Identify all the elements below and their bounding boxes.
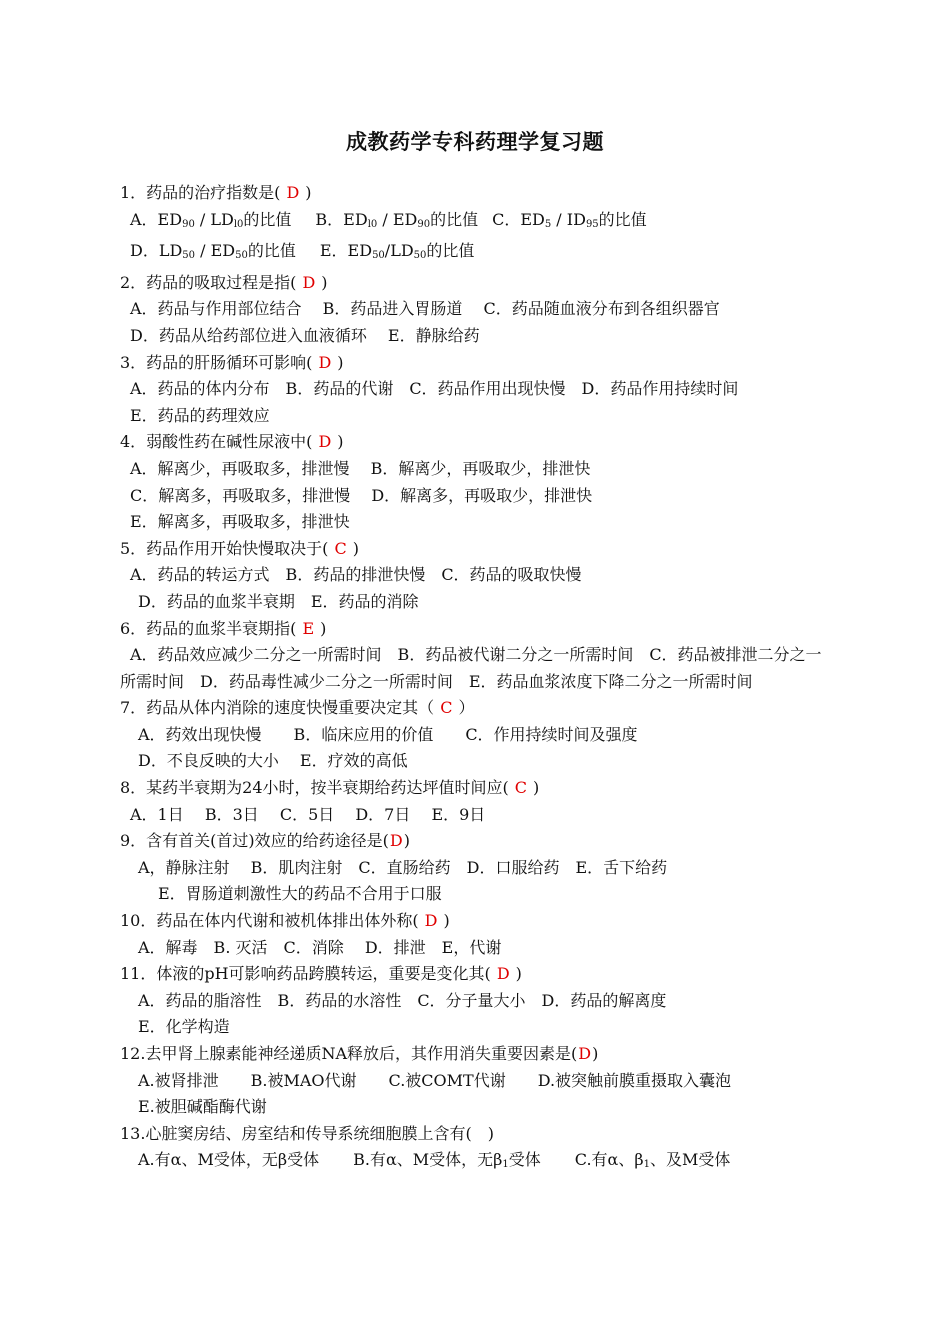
question-12-options-line-1: A.被肾排泄 B.被MAO代谢 C.被COMT代谢 D.被突触前膜重摄取入囊泡 bbox=[138, 1070, 732, 1090]
question-6-options: A．药品效应减少二分之一所需时间 B．药品被代谢二分之一所需时间 C．药品被排泄二分之一所需时间 D．药品毒性减少二分之一所需时间 E．药品血浆浓度下降二分之一所需时间 bbox=[120, 645, 822, 691]
question-5-options-line-2: D．药品的血浆半衰期 E．药品的消除 bbox=[138, 591, 419, 611]
question-10-options-line-1: A．解毒 B. 灭活 C．消除 D．排泄 E，代谢 bbox=[138, 937, 502, 957]
question-8-options-line-1: A．1日 B．3日 C．5日 D．7日 E．9日 bbox=[130, 804, 486, 824]
question-2-options-line-1: A．药品与作用部位结合 B．药品进入胃肠道 C．药品随血液分布到各组织器官 bbox=[130, 299, 720, 319]
answer-mark: D bbox=[318, 352, 332, 372]
answer-mark: D bbox=[286, 183, 300, 202]
answer-mark: D bbox=[496, 964, 510, 984]
question-9-stem: 9．含有首关(首过)效应的给药途径是(D) bbox=[120, 831, 410, 851]
answer-mark: C bbox=[514, 778, 528, 798]
answer-mark: E bbox=[302, 618, 315, 638]
question-1-options-line-1: A．$ED_{90} / LD_{l0}$的比值 B．$ED_{l0} / ED_{90}$的比值 C．$ED_5 / ID_{95}$的比值 bbox=[130, 209, 647, 230]
answer-mark: D bbox=[302, 272, 316, 292]
question-10-stem: 10．药品在体内代谢和被机体排出体外称( D ) bbox=[120, 911, 450, 931]
answer-mark: C bbox=[440, 698, 453, 718]
document-title: 成教药学专科药理学复习题 bbox=[346, 130, 604, 154]
question-3-options-line-1: A．药品的体内分布 B．药品的代谢 C．药品作用出现快慢 D．药品作用持续时间 bbox=[130, 379, 739, 399]
question-13-stem: 13.心脏窦房结、房室结和传导系统细胞膜上含有( ) bbox=[120, 1123, 494, 1143]
question-13-options-line-1: A.有α、M受体，无β受体 B.有α、M受体，无$\beta_1$受体 C.有α、$\beta_1$、及M受体 bbox=[138, 1150, 731, 1171]
question-9-options-line-1: A，静脉注射 B．肌肉注射 C．直肠给药 D．口服给药 E．舌下给药 bbox=[138, 857, 668, 877]
answer-mark: D bbox=[424, 911, 438, 931]
question-7-options-line-2: D．不良反映的大小 E．疗效的高低 bbox=[138, 751, 408, 771]
question-3-stem: 3．药品的肝肠循环可影响( D ) bbox=[120, 352, 344, 372]
question-4-stem: 4．弱酸性药在碱性尿液中( D ) bbox=[120, 432, 344, 452]
answer-mark: C bbox=[334, 538, 347, 558]
question-12-options-line-2: E.被胆碱酯酶代谢 bbox=[138, 1097, 267, 1117]
question-list bbox=[120, 180, 832, 1179]
question-9-options-line-2: E．胃肠道刺激性大的药品不合用于口服 bbox=[158, 884, 442, 904]
question-2-options-line-2: D．药品从给药部位进入血液循环 E．静脉给药 bbox=[130, 325, 480, 345]
question-7-options-line-1: A．药效出现快慢 B．临床应用的价值 C．作用持续时间及强度 bbox=[138, 724, 638, 744]
answer-mark: D bbox=[318, 432, 332, 452]
question-11-options-line-2: E．化学构造 bbox=[138, 1017, 230, 1037]
answer-mark: D bbox=[389, 831, 403, 851]
question-5-stem: 5．药品作用开始快慢取决于( C ) bbox=[120, 538, 359, 558]
question-7-stem: 7．药品从体内消除的速度快慢重要决定其（ C ） bbox=[120, 698, 475, 718]
question-4-options-line-1: A．解离少，再吸取多，排泄慢 B．解离少，再吸取少，排泄快 bbox=[130, 458, 591, 478]
question-6-stem: 6．药品的血浆半衰期指( E ) bbox=[120, 618, 327, 638]
question-4-options-line-3: E．解离多，再吸取多，排泄快 bbox=[130, 512, 350, 532]
question-5-options-line-1: A．药品的转运方式 B．药品的排泄快慢 C．药品的吸取快慢 bbox=[130, 565, 582, 585]
question-11-options-line-1: A．药品的脂溶性 B．药品的水溶性 C．分子量大小 D．药品的解离度 bbox=[138, 990, 667, 1010]
question-1-options-line-2: D．$LD_{50} / ED_{50}$的比值 E．$ED_{50}/LD_{50}$的比值 bbox=[130, 241, 475, 262]
answer-mark: D bbox=[578, 1044, 592, 1063]
question-3-options-line-2: E．药品的药理效应 bbox=[130, 405, 270, 425]
question-1-stem: 1．药品的治疗指数是( D ) bbox=[120, 183, 312, 202]
question-8-stem: 8．某药半衰期为24小时，按半衰期给药达坪值时间应( C ) bbox=[120, 778, 540, 798]
question-12-stem: 12.去甲肾上腺素能神经递质NA释放后，其作用消失重要因素是(D) bbox=[120, 1044, 599, 1063]
question-2-stem: 2．药品的吸取过程是指( D ) bbox=[120, 272, 328, 292]
question-11-stem: 11．体液的pH可影响药品跨膜转运，重要是变化其( D ) bbox=[120, 964, 522, 984]
question-4-options-line-2: C．解离多，再吸取多，排泄慢 D．解离多，再吸取少，排泄快 bbox=[130, 485, 593, 505]
